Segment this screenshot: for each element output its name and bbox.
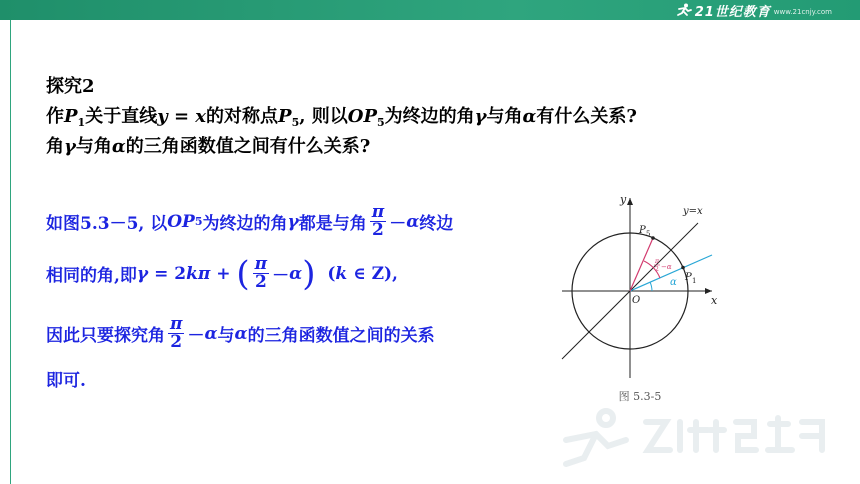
question-line-2 [46, 132, 637, 162]
runner-icon [676, 3, 692, 17]
math-op: + [210, 263, 237, 284]
math-op: = [167, 106, 196, 127]
text: 即可. [46, 371, 86, 391]
math-op: = 2 [148, 263, 187, 284]
text: 与角 [75, 136, 112, 157]
subscript: 5 [377, 116, 385, 129]
fraction-pi-over-2 [168, 316, 184, 351]
fraction-pi-over-2 [253, 256, 269, 291]
numerator: π [254, 254, 268, 274]
subscript: 5 [194, 215, 203, 228]
unit-circle-figure [548, 186, 738, 404]
pi-label: π [655, 258, 659, 265]
text: 因此只要探究角 [46, 326, 165, 346]
answer-line-3 [46, 316, 435, 351]
y-axis-label: y [620, 193, 627, 206]
brand-logo [676, 2, 832, 18]
text: 关于直线 [85, 106, 158, 127]
math-var: y [157, 106, 168, 127]
p1-label: P [685, 272, 692, 283]
text: 的三角函数值之间的关系 [247, 326, 435, 346]
right-paren: ) [302, 253, 316, 294]
text: 有什么关系? [536, 106, 637, 127]
math-var: α [289, 263, 303, 284]
text: 为终边的角 [202, 214, 288, 234]
math-var: α [234, 323, 248, 344]
math-var: γ [474, 106, 487, 127]
math-op: － [187, 326, 205, 346]
question-title: 探究2 [46, 76, 95, 97]
line-label: y=x [683, 206, 703, 217]
watermark-logo [556, 400, 836, 470]
x-axis-label: x [711, 294, 718, 307]
math-var: γ [64, 136, 76, 157]
left-divider [10, 20, 11, 484]
math-var: π [197, 263, 211, 284]
text: 的对称点 [206, 106, 279, 127]
brand-url: www.21cnjy.com [773, 8, 832, 16]
subscript: 1 [77, 116, 86, 129]
top-banner [0, 0, 860, 20]
point-p1 [681, 266, 685, 270]
question-block [46, 72, 637, 162]
question-line-1 [46, 102, 637, 132]
text: 与角 [486, 106, 523, 127]
y-axis-arrow-icon [627, 198, 633, 205]
answer-line-4 [46, 366, 86, 391]
text: 的三角函数值之间有什么关系? [125, 136, 371, 157]
text: 作 [46, 106, 64, 127]
text: 终边 [419, 214, 454, 234]
text: 为终边的角 [384, 106, 475, 127]
math-op: － [272, 266, 290, 286]
answer-line-1 [46, 204, 453, 239]
fraction-pi-over-2 [370, 204, 386, 239]
left-paren: ( [236, 253, 250, 294]
math-var: P [64, 106, 78, 127]
text: 都是与角 [298, 214, 367, 234]
math-var: k [335, 263, 348, 284]
math-var: α [406, 211, 420, 232]
answer-line-2 [46, 253, 398, 294]
math-var: OP [347, 106, 377, 127]
math-var: α [204, 323, 218, 344]
numerator: π [170, 314, 183, 334]
numerator: π [371, 202, 385, 222]
math-var: OP [167, 211, 195, 232]
p1-subscript: 1 [692, 277, 697, 285]
figure-caption: 图 5.3-5 [618, 390, 662, 403]
text: ∈ Z), [347, 263, 398, 284]
p5-subscript: 5 [646, 230, 651, 238]
text: 角 [46, 136, 64, 157]
text: 与 [217, 326, 235, 346]
p5-label: P [639, 225, 646, 236]
math-var: γ [287, 211, 299, 232]
two-label: 2 [655, 266, 659, 273]
angle-alpha-arc [650, 282, 652, 291]
math-var: α [111, 136, 126, 157]
text: 相同的角,即 [46, 266, 137, 286]
origin-label: O [632, 295, 641, 306]
text: , 则以 [299, 106, 348, 127]
subscript: 5 [291, 116, 300, 129]
denominator: 2 [254, 272, 267, 292]
brand-name: 21世纪教育 [694, 4, 771, 20]
math-var: P [278, 106, 292, 127]
text: 如图5.3－5, 以 [46, 214, 168, 234]
math-var: α [522, 106, 537, 127]
minus-alpha-label: −α [661, 263, 672, 271]
math-var: x [195, 106, 207, 127]
alpha-label: α [670, 277, 677, 288]
denominator: 2 [372, 220, 384, 240]
math-var: γ [136, 263, 149, 284]
point-p5 [651, 236, 655, 240]
denominator: 2 [170, 332, 183, 352]
text: ( [315, 263, 336, 284]
math-var: k [186, 263, 198, 284]
math-op: － [389, 214, 407, 234]
